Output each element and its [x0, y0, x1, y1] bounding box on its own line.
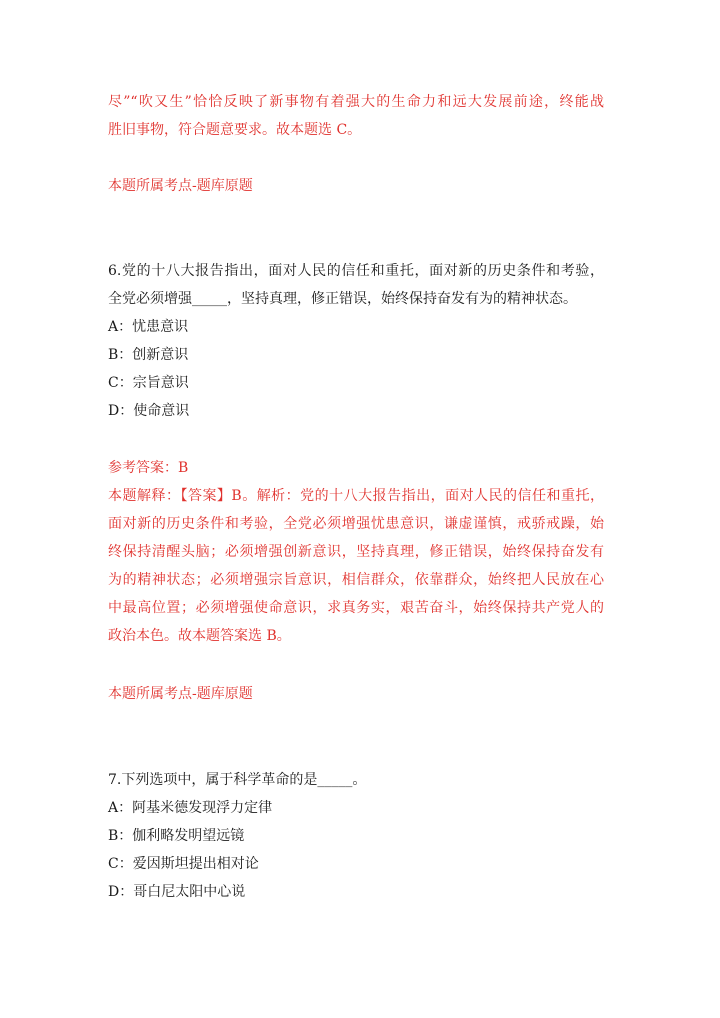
q7-option-c: C：爱因斯坦提出相对论: [108, 856, 259, 872]
q6-stem-line-1: 6.党的十八大报告指出，面对人民的信任和重托，面对新的历史条件和考验，: [108, 263, 604, 279]
q6-option-b: B：创新意识: [108, 347, 189, 363]
q7-option-d: D：哥白尼太阳中心说: [108, 884, 246, 900]
q6-explanation-line-3: 终保持清醒头脑；必须增强创新意识，坚持真理，修正错误，始终保持奋发有: [108, 544, 604, 560]
q6-category-label: 本题所属考点-题库原题: [108, 686, 253, 702]
q6-explanation-line-2: 面对新的历史条件和考验，全党必须增强忧患意识，谦虚谨慎，戒骄戒躁，始: [108, 516, 604, 532]
q6-explanation-line-1: 本题解释：【答案】B。解析：党的十八大报告指出，面对人民的信任和重托，: [108, 488, 604, 504]
q6-explanation-line-6: 政治本色。故本题答案选 B。: [108, 628, 291, 644]
q6-option-c: C：宗旨意识: [108, 375, 189, 391]
q6-option-a: A：忧患意识: [108, 319, 189, 335]
prev-explanation-line-2: 胜旧事物，符合题意要求。故本题选 C。: [108, 122, 362, 138]
prev-explanation-line-1: 尽”“吹又生”恰恰反映了新事物有着强大的生命力和远大发展前途，终能战: [108, 94, 604, 110]
q6-stem-line-2: 全党必须增强_____，坚持真理，修正错误，始终保持奋发有为的精神状态。: [108, 291, 577, 307]
prev-category-label: 本题所属考点-题库原题: [108, 178, 253, 194]
q6-explanation-line-5: 中最高位置；必须增强使命意识，求真务实，艰苦奋斗，始终保持共产党人的: [108, 600, 604, 616]
q7-option-b: B：伽利略发明望远镜: [108, 828, 245, 844]
q6-answer: 参考答案：B: [108, 460, 189, 476]
q6-option-d: D：使命意识: [108, 403, 190, 419]
q7-option-a: A：阿基米德发现浮力定律: [108, 800, 273, 816]
q6-explanation-line-4: 为的精神状态；必须增强宗旨意识，相信群众，依靠群众，始终把人民放在心: [108, 572, 604, 588]
q7-stem-line-1: 7.下列选项中，属于科学革命的是_____。: [108, 772, 367, 788]
